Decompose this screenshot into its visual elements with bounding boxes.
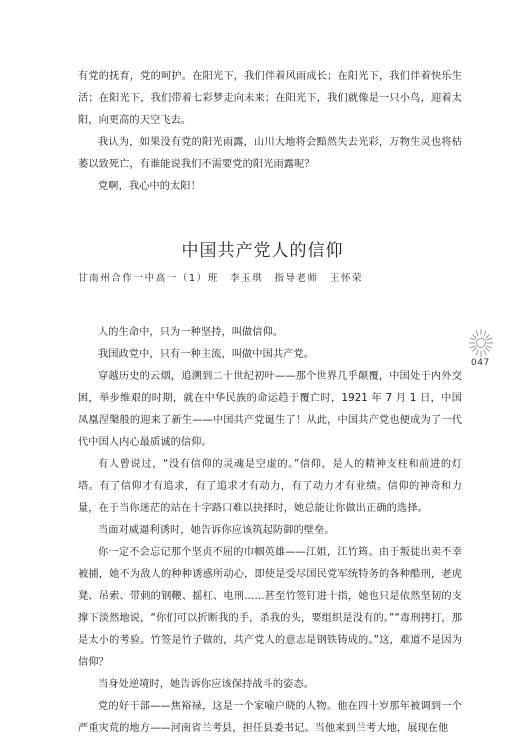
paragraph: 我国政党中，只有一种主流，叫做中国共产党。 <box>98 349 315 360</box>
sunburst-ornament-icon <box>466 326 496 386</box>
paragraph: 当面对威逼利诱时，她告诉你应该筑起防御的壁垒。 <box>98 525 335 536</box>
paragraph: 我认为，如果没有党的阳光雨露，山川大地将会黯然失去光彩，万物生灵也将枯萎以致死亡，有谁能说我们不需要党的阳光雨露呢？ <box>78 137 462 170</box>
page-number: 047 <box>471 358 490 368</box>
paragraph: 穿越历史的云烟，追溯到二十世纪初叶——那个世界几乎颠覆，中国处于内外交困，举步维艰的时期，就在中华民族的命运趋于覆亡时，1921 年 7 月 1 日，中国凤凰涅槃般的迎来了新生——中国共产党诞生了！从此，中国共产党也便成为了一代代中国人内心最质诚的信仰。 <box>78 371 462 448</box>
article-byline: 甘南州合作一中高一（1）班 李玉琪 指导老师 王怀荣 <box>78 273 364 284</box>
paragraph: 当身处逆境时，她告诉你应该保持战斗的姿态。 <box>98 679 315 690</box>
preceding-article-ending <box>78 66 462 198</box>
paragraph: 人的生命中，只为一种坚持，叫做信仰。 <box>98 327 284 338</box>
article-body <box>78 322 462 740</box>
article-title: 中国共产党人的信仰 <box>181 241 344 261</box>
paragraph: 党啊，我心中的太阳！ <box>98 181 201 192</box>
paragraph: 你一定不会忘记那个坚贞不屈的巾帼英雄——江姐，江竹筠。由于叛徒出卖不幸被捕，她不为敌人的种种诱惑所动心，即使是受尽国民党军统特务的各种酷刑，老虎凳、吊索、带刺的钢鞭、摇杠、电刑……甚至竹签钉进十指，她也只是依然坚韧的支撑下淡然地说，“你们可以折断我的手，杀我的头，要组织是没有的。”“毒刑拷打，那是太小的考验。竹签是竹子做的，共产党人的意志是钢铁铸成的。”这，难道不是因为信仰？ <box>78 547 462 668</box>
paragraph: 有党的抚育，党的呵护。在阳光下，我们伴着风雨成长；在阳光下，我们伴着快乐生活；在阳光下，我们带着七彩梦走向未来；在阳光下，我们就像是一只小鸟，迎着太阳，向更高的天空飞去。 <box>78 71 462 126</box>
paragraph: 有人曾说过，“没有信仰的灵魂是空虚的。”信仰，是人的精神支柱和前进的灯塔。有了信仰才有追求，有了追求才有动力，有了动力才有业绩。信仰的神奇和力量，在于当你迷茫的站在十字路口难以抉择时，她总能让你做出正确的选择。 <box>78 459 462 514</box>
paragraph: 党的好干部——焦裕禄，这是一个家喻户晓的人物。他在四十岁那年被调到一个严重灾荒的地方——河南省兰考县，担任县委书记。当他来到兰考大地，展现在他 <box>78 701 462 734</box>
